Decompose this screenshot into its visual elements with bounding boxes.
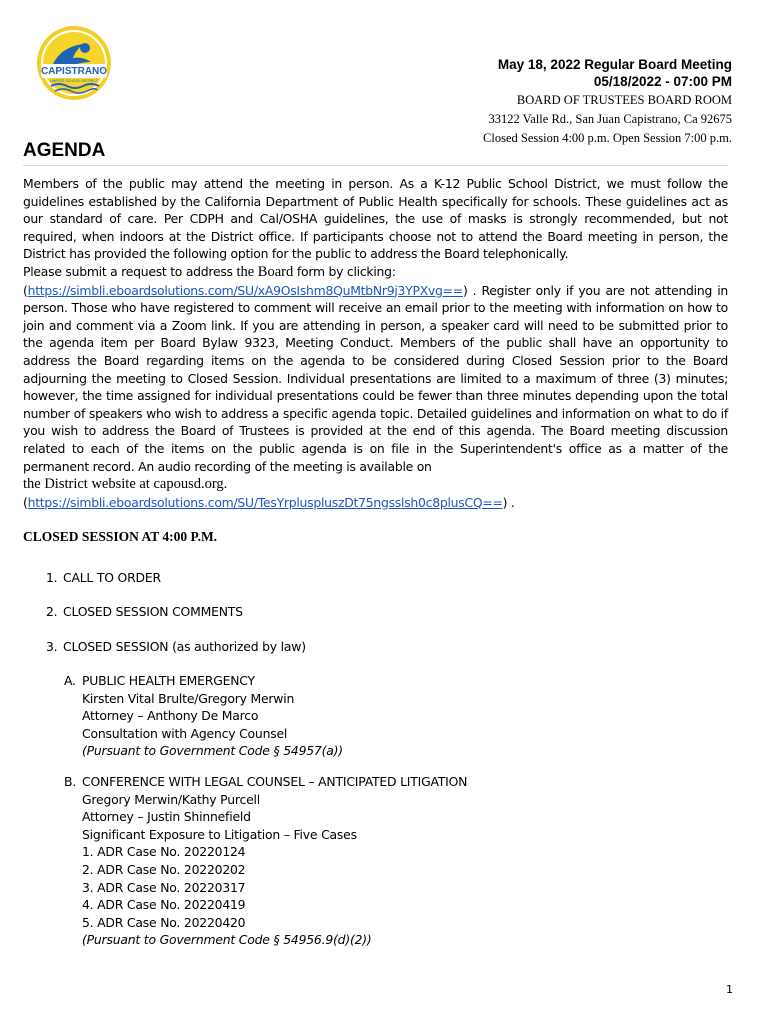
case-line: 2. ADR Case No. 20220202 [82, 861, 246, 877]
district-website-text: the District website at capousd.org. [23, 476, 228, 493]
item-label: CLOSED SESSION COMMENTS [63, 604, 243, 619]
intro-text: Members of the public may attend the meeting in person. As a K-12 Public School District, we must follow the guidelines established by the California Department of Public Health specifically for schools. These guidelines act as our standard of care. Per CDPH and Cal/OSHA guidelines, the use of masks is strongly recommended, but not required, when indoors at the District office. If participants choose not to attend the Board meeting in person, the District has provided the following option for the public to address the Board telephonically. [23, 176, 728, 262]
subitem-public-health-emergency [64, 672, 744, 760]
item-number: 1. [46, 570, 58, 585]
page-number: 1 [726, 983, 733, 996]
logo-subtitle: UNIFIED SCHOOL DISTRICT [50, 79, 98, 83]
submit-prefix: Please submit a request to address [23, 263, 237, 279]
subitem-line: Consultation with Agency Counsel [82, 725, 288, 741]
subitem-line: Kirsten Vital Brulte/Gregory Merwin [82, 690, 295, 706]
agenda-item-closed-session-comments [46, 604, 243, 619]
meeting-address: 33122 Valle Rd., San Juan Capistrano, Ca 92675 [488, 112, 732, 126]
link2-suffix: ) . [502, 494, 515, 510]
meeting-title: May 18, 2022 Regular Board Meeting [497, 57, 732, 72]
subitem-line: Significant Exposure to Litigation – Five Cases [82, 826, 357, 842]
submit-suffix: form by clicking: [293, 263, 396, 279]
public-comment-notice: Members of the public may attend the meeting in person. As a K-12 Public School District, we must follow the guidelines established by the California Department of Public Health specifically for schools. These guidelines act as our standard of care. Per CDPH and Cal/OSHA guidelines, the use of masks is strongly recommended, but not required, when indoors at the District office. If participants choose not to attend the Board meeting in person, the District has provided the following option for the public to address the Board telephonically. Please submit a request to address the Board form by clicking: (https://simbli.eboardsolutions.com/SU/xA9OsIshm8QuMtbNr9j3YPXvg==) . Register only if you are not attending in person. Those who have registered to comment will receive an email prior to the meeting with information on how to join and comment via a Zoom link. If you are attending in person, a speaker card will need to be submitted prior to the agenda item per Board Bylaw 9323, Meeting Conduct. Members of the public shall have an opportunity to address the Board regarding items on the agenda to be considered during Closed Session prior to the Board adjourning the meeting to Closed Session. Individual presentations are limited to a maximum of three (3) minutes; however, the time assigned for individual presentations could be fewer than three minutes depending upon the total number of speakers who wish to address a specific agenda topic. Detailed guidelines and information on what to do if you wish to address the Board of Trustees is provided at the end of this agenda. The Board meeting discussion related to each of the items on the public agenda is on file in the Superintendent's office as a matter of the permanent record. An audio recording of the meeting is available on the District website at capousd.org. (https://simbli.eboardsolutions.com/SU/TesYrpluspluszDt75ngsslsh0c8plusCQ==) . [23, 176, 728, 510]
case-line: 5. ADR Case No. 20220420 [82, 914, 246, 930]
meeting-room: BOARD OF TRUSTEES BOARD ROOM [516, 93, 732, 107]
subitem-citation: (Pursuant to Government Code § 54956.9(d)(2)) [82, 932, 372, 948]
closed-session-heading: CLOSED SESSION AT 4:00 P.M. [23, 529, 218, 544]
intro-text-2: ) . Register only if you are not attending in person. Those who have registered to comment will receive an email prior to the meeting with information on how to join and comment via a Zoom link. If you are attending in person, a speaker card will need to be submitted prior to the agenda item per Board Bylaw 9323, Meeting Conduct. Members of the public shall have an opportunity to address the Board regarding items on the agenda to be considered during Closed Session prior to the Board adjourning the meeting to Closed Session. Individual presentations are limited to a maximum of three (3) minutes; however, the time assigned for individual presentations could be fewer than three minutes depending upon the total number of speakers who wish to address a specific agenda topic. Detailed guidelines and information on what to do if you wish to address the Board of Trustees is provided at the end of this agenda. The Board meeting discussion related to each of the items on the public agenda is on file in the Superintendent's office as a matter of the permanent record. An audio recording of the meeting is available on [23, 282, 728, 474]
agenda-item-closed-session [46, 639, 306, 654]
subitem-citation: (Pursuant to Government Code § 54957(a)) [82, 743, 343, 759]
subitem-line: Attorney – Anthony De Marco [82, 708, 259, 724]
case-line: 4. ADR Case No. 20220419 [82, 897, 246, 913]
agenda-item-call-to-order [46, 570, 161, 585]
meeting-date: 05/18/2022 - 07:00 PM [593, 74, 732, 89]
item-label: CLOSED SESSION (as authorized by law) [63, 639, 306, 654]
session-times: Closed Session 4:00 p.m. Open Session 7:00 p.m. [483, 131, 732, 145]
subitem-line: Gregory Merwin/Kathy Purcell [82, 791, 261, 807]
district-logo [35, 24, 113, 102]
subitem-anticipated-litigation [64, 773, 744, 949]
agenda-heading: AGENDA [23, 140, 106, 161]
subitem-line: Attorney – Justin Shinnefield [82, 809, 251, 825]
subitem-letter: B. [64, 774, 77, 789]
comment-request-link[interactable]: https://simbli.eboardsolutions.com/SU/xA9OsIshm8QuMtbNr9j3YPXvg== [27, 282, 463, 298]
item-number: 2. [46, 604, 58, 619]
meeting-header [483, 56, 732, 147]
item-label: CALL TO ORDER [63, 570, 161, 585]
item-number: 3. [46, 639, 58, 654]
case-line: 1. ADR Case No. 20220124 [82, 844, 246, 860]
subitem-title: CONFERENCE WITH LEGAL COUNSEL – ANTICIPATED LITIGATION [82, 774, 468, 789]
audio-recording-link[interactable]: https://simbli.eboardsolutions.com/SU/TesYrpluspluszDt75ngsslsh0c8plusCQ== [27, 494, 503, 510]
subitem-title: PUBLIC HEALTH EMERGENCY [82, 673, 255, 688]
case-line: 3. ADR Case No. 20220317 [82, 879, 246, 895]
heading-divider [23, 165, 728, 166]
subitem-letter: A. [64, 673, 76, 688]
logo-text: CAPISTRANO [40, 66, 108, 77]
submit-serif: the Board [236, 263, 294, 280]
